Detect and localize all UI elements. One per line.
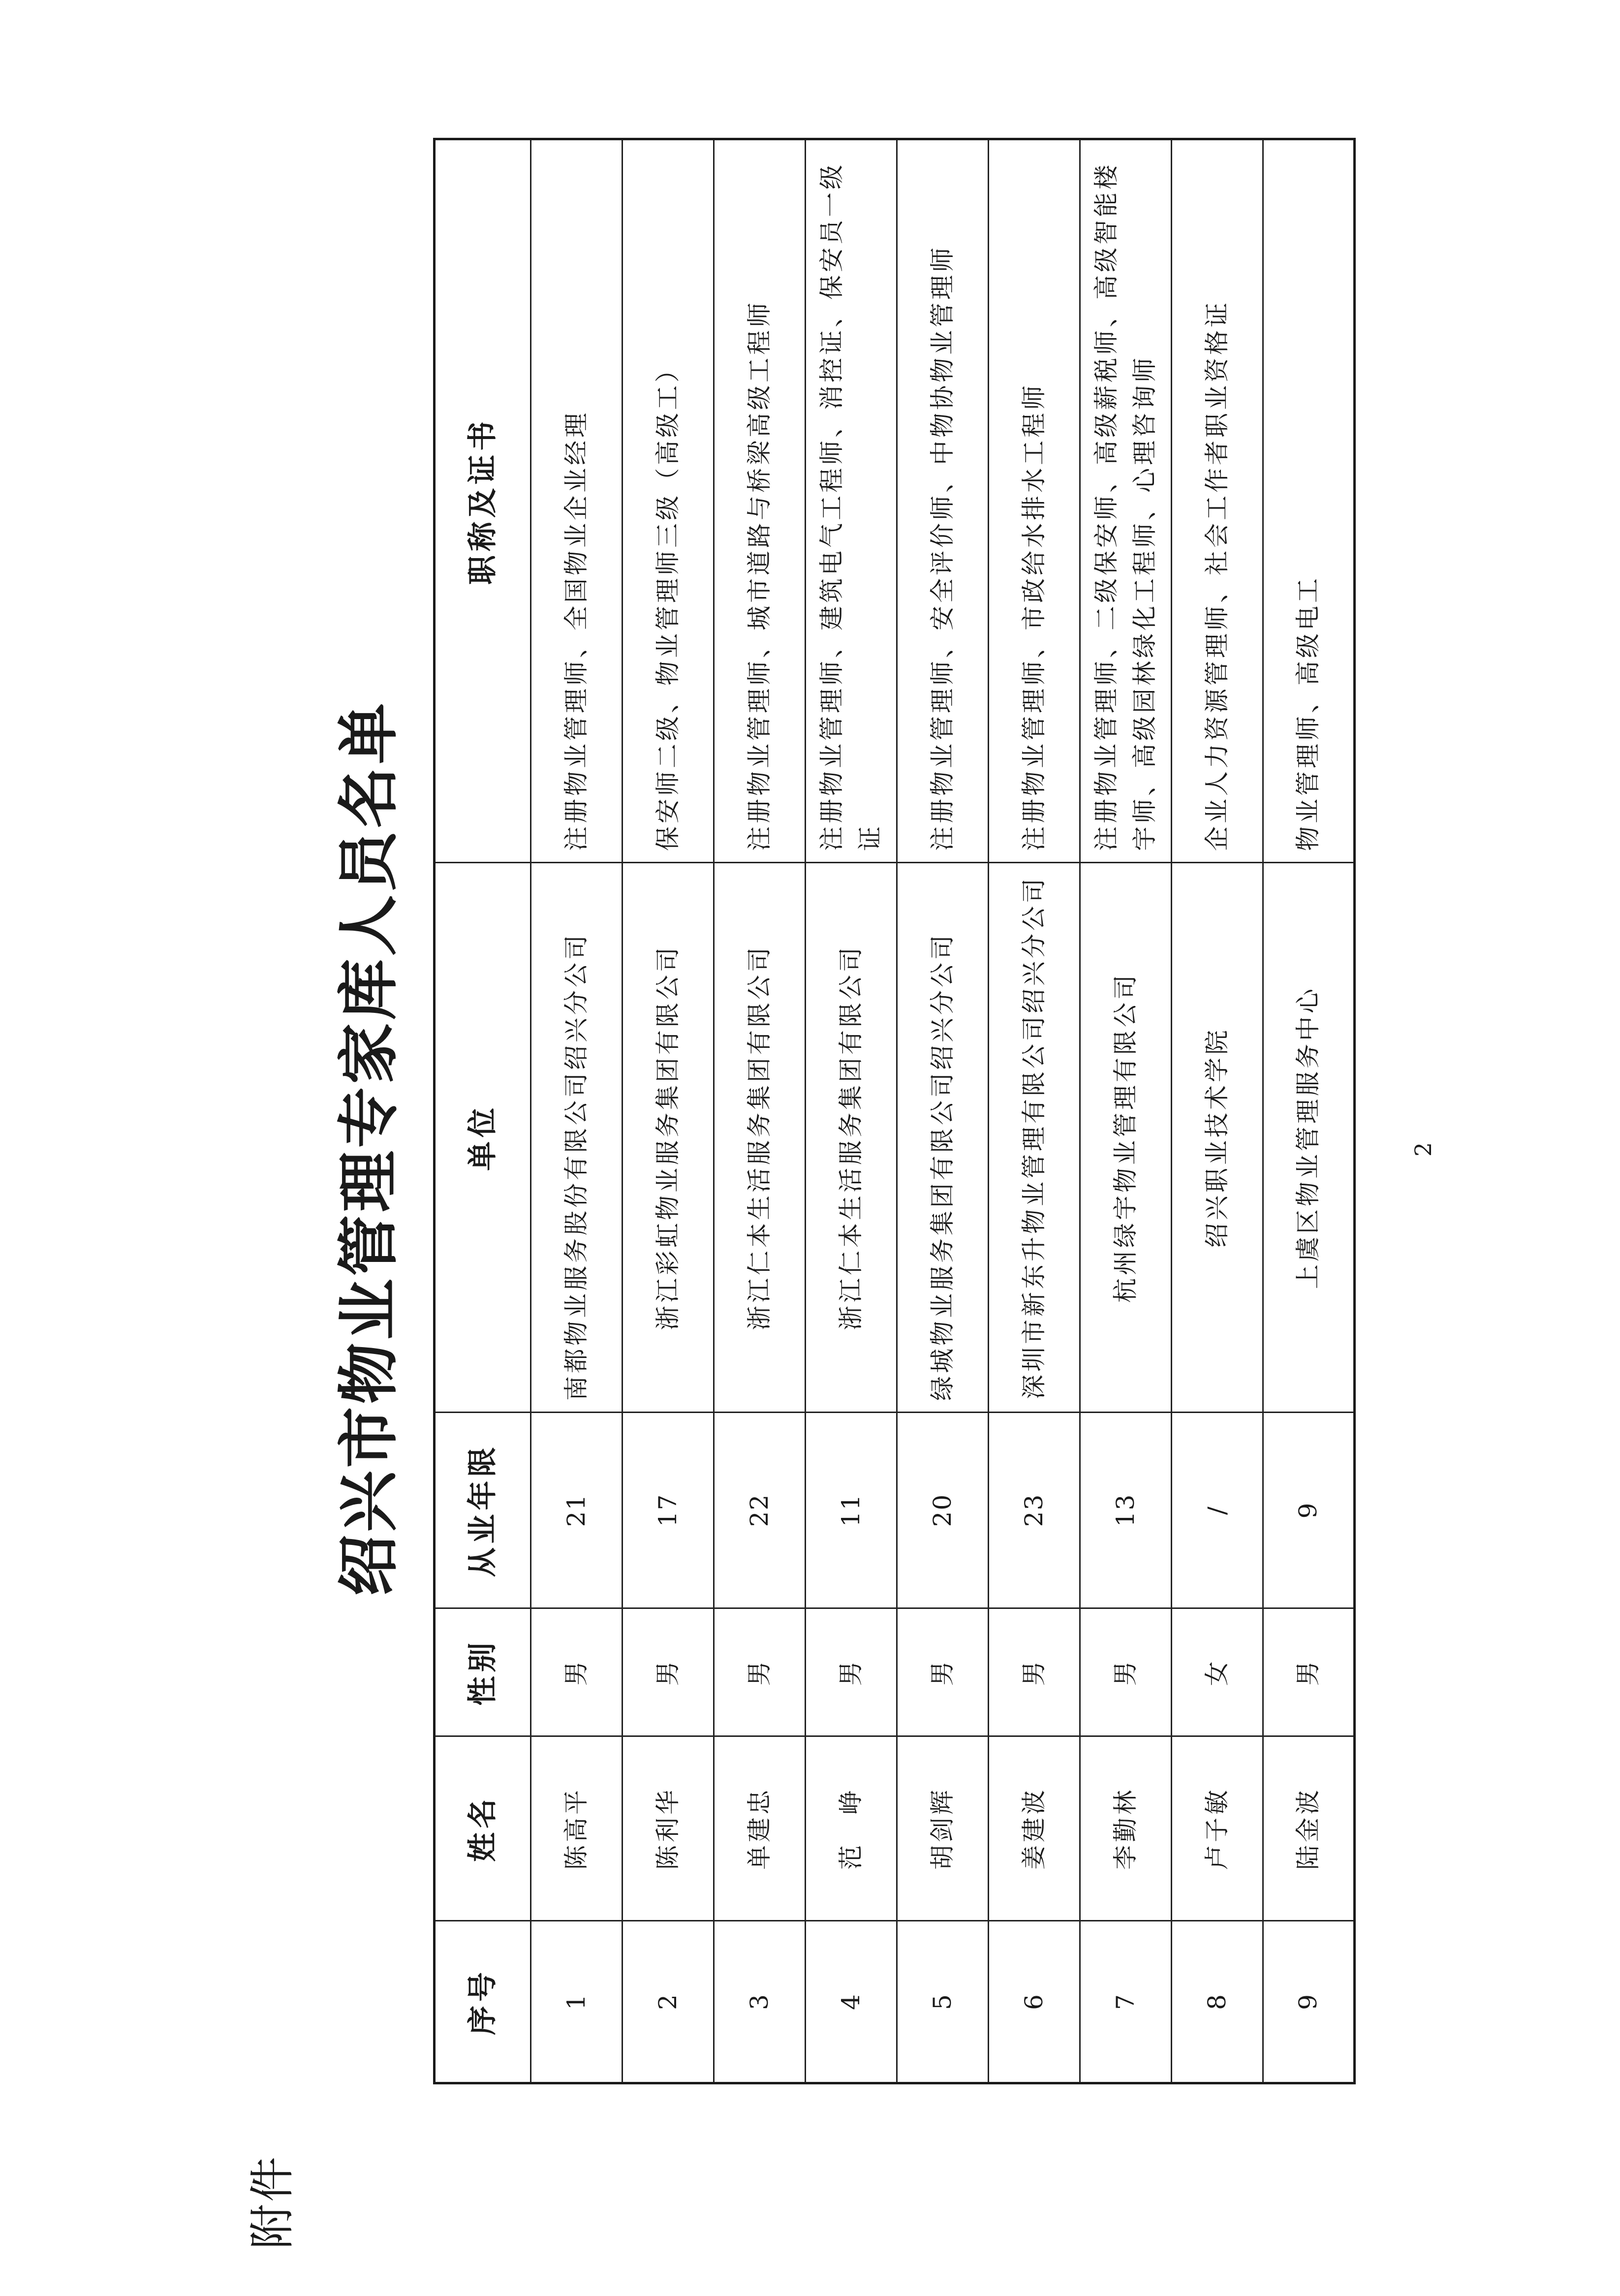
cell-years: 11 bbox=[806, 1413, 897, 1608]
experts-table bbox=[433, 138, 1356, 2084]
cell-index: 9 bbox=[1263, 1921, 1355, 2083]
cell-unit: 浙江彩虹物业服务集团有限公司 bbox=[623, 863, 714, 1413]
attachment-label: 附件 bbox=[246, 2154, 299, 2249]
cell-index: 5 bbox=[897, 1921, 989, 2083]
cell-unit: 深圳市新东升物业管理有限公司绍兴分公司 bbox=[989, 863, 1080, 1413]
cell-years: 20 bbox=[897, 1413, 989, 1608]
cell-years: 23 bbox=[989, 1413, 1080, 1608]
cell-years: 22 bbox=[714, 1413, 806, 1608]
cell-gender: 男 bbox=[897, 1608, 989, 1736]
cell-unit: 浙江仁本生活服务集团有限公司 bbox=[714, 863, 806, 1413]
cell-years: 9 bbox=[1263, 1413, 1355, 1608]
cell-titles: 注册物业管理师、建筑电气工程师、消控证、保安员一级证 bbox=[806, 139, 897, 863]
table-row bbox=[531, 139, 623, 2083]
cell-unit: 上虞区物业管理服务中心 bbox=[1263, 863, 1355, 1413]
table-header-row bbox=[435, 139, 531, 2083]
cell-titles: 注册物业管理师、市政给水排水工程师 bbox=[989, 139, 1080, 863]
cell-index: 8 bbox=[1172, 1921, 1263, 2083]
table-row bbox=[989, 139, 1080, 2083]
cell-titles: 注册物业管理师、城市道路与桥梁高级工程师 bbox=[714, 139, 806, 863]
cell-name: 胡剑辉 bbox=[897, 1736, 989, 1921]
cell-gender: 男 bbox=[1263, 1608, 1355, 1736]
header-unit: 单位 bbox=[435, 863, 531, 1413]
cell-name: 单建忠 bbox=[714, 1736, 806, 1921]
cell-unit: 南都物业服务股份有限公司绍兴分公司 bbox=[531, 863, 623, 1413]
cell-titles: 物业管理师、高级电工 bbox=[1263, 139, 1355, 863]
table-row bbox=[1263, 139, 1355, 2083]
cell-unit: 绿城物业服务集团有限公司绍兴分公司 bbox=[897, 863, 989, 1413]
cell-gender: 男 bbox=[623, 1608, 714, 1736]
header-titles: 职称及证书 bbox=[435, 139, 531, 863]
cell-index: 2 bbox=[623, 1921, 714, 2083]
cell-gender: 男 bbox=[714, 1608, 806, 1736]
cell-name: 姜建波 bbox=[989, 1736, 1080, 1921]
cell-gender: 男 bbox=[1080, 1608, 1172, 1736]
cell-titles: 保安师二级、物业管理师三级（高级工） bbox=[623, 139, 714, 863]
cell-gender: 女 bbox=[1172, 1608, 1263, 1736]
header-index: 序号 bbox=[435, 1921, 531, 2083]
page-number: 2 bbox=[1410, 1142, 1436, 1157]
table-row bbox=[623, 139, 714, 2083]
cell-unit: 绍兴职业技术学院 bbox=[1172, 863, 1263, 1413]
cell-years: 13 bbox=[1080, 1413, 1172, 1608]
cell-titles: 注册物业管理师、安全评价师、中物协物业管理师 bbox=[897, 139, 989, 863]
table-row bbox=[1172, 139, 1263, 2083]
cell-unit: 杭州绿宇物业管理有限公司 bbox=[1080, 863, 1172, 1413]
cell-unit: 浙江仁本生活服务集团有限公司 bbox=[806, 863, 897, 1413]
cell-index: 1 bbox=[531, 1921, 623, 2083]
cell-index: 6 bbox=[989, 1921, 1080, 2083]
cell-years: 21 bbox=[531, 1413, 623, 1608]
cell-titles: 注册物业管理师、二级保安师、高级薪税师、高级智能楼宇师、高级园林绿化工程师、心理咨询师 bbox=[1080, 139, 1172, 863]
table-row bbox=[714, 139, 806, 2083]
cell-index: 4 bbox=[806, 1921, 897, 2083]
document-title: 绍兴市物业管理专家库人员名单 bbox=[333, 700, 405, 1596]
cell-name: 陈利华 bbox=[623, 1736, 714, 1921]
cell-name: 陆金波 bbox=[1263, 1736, 1355, 1921]
cell-name: 范 峥 bbox=[806, 1736, 897, 1921]
cell-gender: 男 bbox=[989, 1608, 1080, 1736]
table-row bbox=[1080, 139, 1172, 2083]
cell-titles: 企业人力资源管理师、社会工作者职业资格证 bbox=[1172, 139, 1263, 863]
header-gender: 性别 bbox=[435, 1608, 531, 1736]
cell-name: 陈高平 bbox=[531, 1736, 623, 1921]
cell-titles: 注册物业管理师、全国物业企业经理 bbox=[531, 139, 623, 863]
cell-name: 李勤林 bbox=[1080, 1736, 1172, 1921]
table-row bbox=[806, 139, 897, 2083]
cell-years: / bbox=[1172, 1413, 1263, 1608]
cell-gender: 男 bbox=[806, 1608, 897, 1736]
cell-gender: 男 bbox=[531, 1608, 623, 1736]
cell-years: 17 bbox=[623, 1413, 714, 1608]
cell-name: 卢子敏 bbox=[1172, 1736, 1263, 1921]
table-row bbox=[897, 139, 989, 2083]
cell-index: 3 bbox=[714, 1921, 806, 2083]
cell-index: 7 bbox=[1080, 1921, 1172, 2083]
header-years: 从业年限 bbox=[435, 1413, 531, 1608]
header-name: 姓名 bbox=[435, 1736, 531, 1921]
